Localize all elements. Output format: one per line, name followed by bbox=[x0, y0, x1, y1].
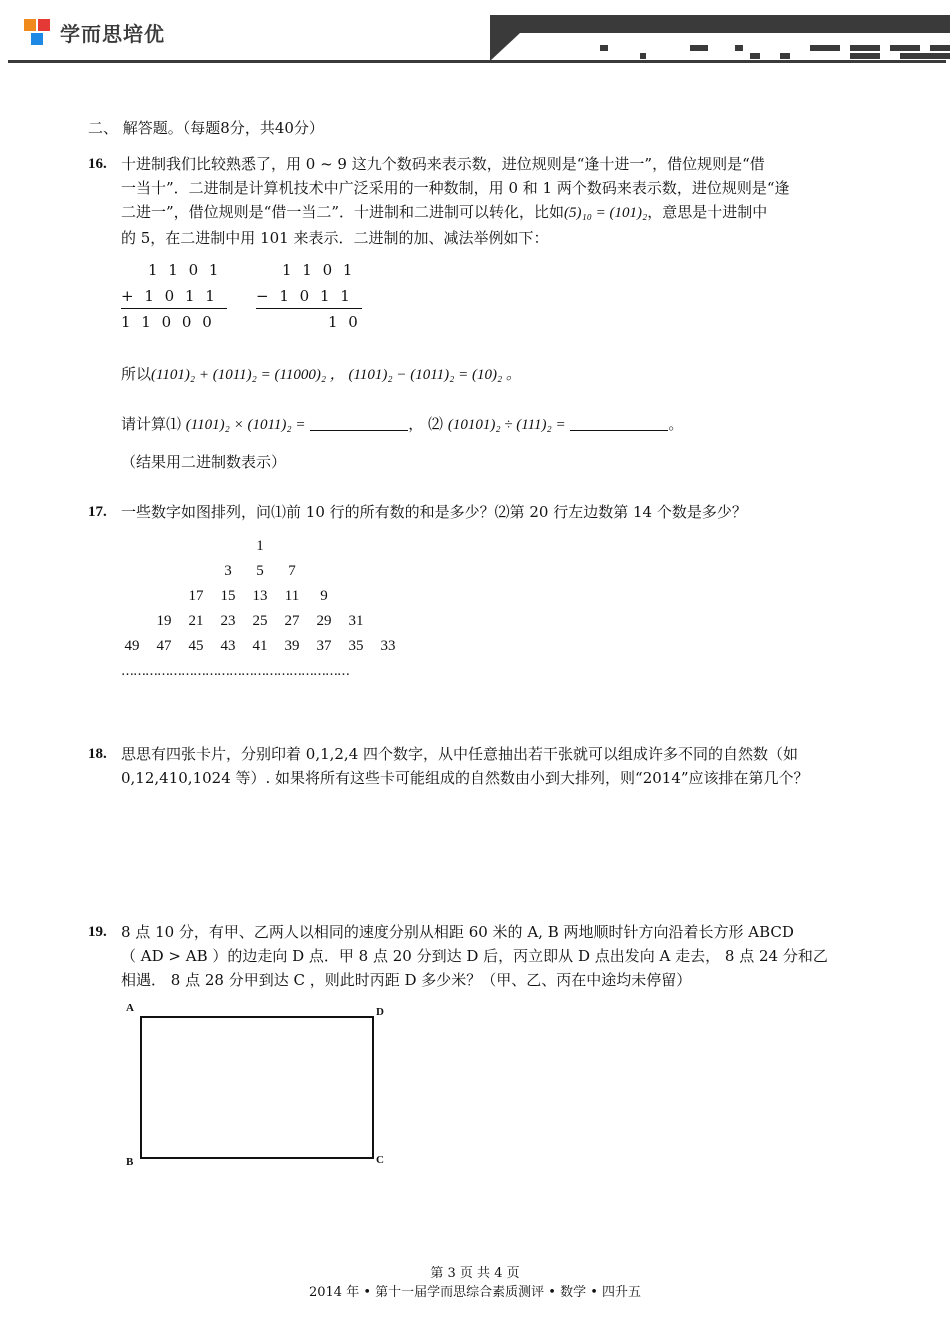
tri-cell: 5 bbox=[256, 563, 264, 579]
tri-cell: 15 bbox=[220, 588, 236, 604]
q16-line-3-pre: 二进一”，借位规则是“借一当二”．十进制和二进制可以转化，比如 bbox=[121, 203, 565, 221]
logo-icon bbox=[22, 15, 56, 49]
tri-cell: 45 bbox=[188, 638, 204, 654]
tri-cell: 23 bbox=[220, 613, 236, 629]
footer-title: 2014 年 • 第十一届学而思综合素质测评 • 数学 • 四升五 bbox=[308, 1285, 641, 1300]
q16-line-3-post: ，意思是十进制中 bbox=[647, 203, 768, 221]
add-rule bbox=[121, 308, 227, 309]
tri-cell: 7 bbox=[288, 563, 296, 579]
tri-cell: 19 bbox=[156, 613, 172, 629]
q17-text: 一些数字如图排列，问⑴前 10 行的所有数的和是多少？⑵第 20 行左边数第 14 个数是多少？ bbox=[121, 503, 747, 521]
tri-cell: 11 bbox=[284, 588, 300, 604]
tri-cell: 31 bbox=[348, 613, 364, 629]
tri-cell: 13 bbox=[252, 588, 268, 604]
q16-line-4: 的 5，在二进制中用 101 来表示．二进制的加、减法举例如下： bbox=[121, 229, 549, 247]
q19-line-3: 相遇． 8 点 28 分甲到达 C ，则此时丙距 D 多少米？（甲、乙、丙在中途均未停留） bbox=[121, 971, 692, 989]
tri-cell: 25 bbox=[252, 613, 268, 629]
q16-calc-1: (1101)₂ × (1011)₂ = bbox=[185, 417, 306, 433]
q16-calc bbox=[121, 412, 683, 437]
q16-note: （结果用二进制数表示） bbox=[121, 453, 287, 471]
q16-line-1: 十进制我们比较熟悉了，用 0 ~ 9 这九个数码来表示数，进位规则是“逢十进一”，借位规则是“借 bbox=[121, 155, 765, 173]
question-number-16: 16. bbox=[88, 156, 107, 172]
answer-blank-1[interactable] bbox=[310, 416, 408, 431]
tri-cell: 29 bbox=[316, 613, 332, 629]
sub-row-3: 1 0 bbox=[328, 313, 358, 331]
rectangle-abcd bbox=[140, 1016, 374, 1159]
tri-cell: 39 bbox=[284, 638, 300, 654]
answer-blank-2[interactable] bbox=[570, 416, 668, 431]
brand-name: 学而思培优 bbox=[60, 21, 165, 46]
tri-cell: 37 bbox=[316, 638, 332, 654]
triangle-continuation: ………………………………………………… bbox=[121, 664, 349, 679]
q16-calc-2: (10101)₂ ÷ (111)₂ = bbox=[447, 417, 566, 433]
tri-cell: 33 bbox=[380, 638, 396, 654]
q16-so-math: (1101)₂ + (1011)₂ = (11000)₂ ， (1101)₂ − (1011)₂ = (10)₂ 。 bbox=[151, 367, 521, 383]
q16-line-3 bbox=[121, 200, 767, 225]
tri-cell: 9 bbox=[320, 588, 328, 604]
question-number-19: 19. bbox=[88, 924, 107, 940]
vertex-label-b: B bbox=[126, 1156, 134, 1168]
q16-so bbox=[121, 362, 521, 387]
tri-cell: 21 bbox=[188, 613, 204, 629]
q19-line-2: （ AD > AB ）的边走向 D 点．甲 8 点 20 分到达 D 后，丙立即从 D 点出发向 A 走去， 8 点 24 分和乙 bbox=[121, 947, 828, 965]
question-number-17: 17. bbox=[88, 504, 107, 520]
q19-line-1: 8 点 10 分，有甲、乙两人以相同的速度分别从相距 60 米的 A, B 两地顺时针方向沿着长方形 ABCD bbox=[121, 923, 794, 941]
add-row-3: 1 1 0 0 0 bbox=[121, 313, 212, 331]
page-number: 第 3 页 共 4 页 bbox=[430, 1266, 520, 1281]
q16-line-2: 一当十”．二进制是计算机技术中广泛采用的一种数制，用 0 和 1 两个数码来表示数，进位规则是“逢 bbox=[121, 179, 790, 197]
tri-cell: 17 bbox=[188, 588, 204, 604]
vertex-label-d: D bbox=[376, 1006, 384, 1018]
q16-line-3-math: (5)₁₀ = (101)₂ bbox=[564, 205, 648, 221]
question-number-18: 18. bbox=[88, 746, 107, 762]
q16-so-label: 所以 bbox=[121, 365, 152, 383]
tri-cell: 35 bbox=[348, 638, 364, 654]
sub-rule bbox=[256, 308, 362, 309]
q16-calc-sep: ， ⑵ bbox=[408, 415, 444, 433]
tri-cell: 49 bbox=[124, 638, 140, 654]
header-rule bbox=[8, 60, 946, 63]
tri-cell: 3 bbox=[224, 563, 232, 579]
tri-cell: 47 bbox=[156, 638, 172, 654]
brand-logo bbox=[22, 12, 165, 52]
add-row-1: 1 1 0 1 bbox=[148, 261, 219, 279]
sub-row-2: − 1 0 1 1 bbox=[256, 287, 350, 305]
tri-cell: 27 bbox=[284, 613, 300, 629]
tri-cell: 41 bbox=[252, 638, 268, 654]
vertex-label-a: A bbox=[126, 1002, 134, 1014]
q16-calc-end: 。 bbox=[668, 415, 684, 433]
vertex-label-c: C bbox=[376, 1154, 384, 1166]
header-decoration bbox=[450, 15, 950, 61]
tri-cell: 1 bbox=[256, 538, 264, 554]
q18-line-1: 思思有四张卡片，分别印着 0,1,2,4 四个数字，从中任意抽出若干张就可以组成许多不同的自然数（如 bbox=[121, 745, 799, 763]
add-row-2: + 1 0 1 1 bbox=[121, 287, 215, 305]
sub-row-1: 1 1 0 1 bbox=[282, 261, 353, 279]
q16-calc-label: 请计算⑴ bbox=[121, 415, 182, 433]
q18-line-2: 0,12,410,1024 等）. 如果将所有这些卡可能组成的自然数由小到大排列，则“2014”应该排在第几个？ bbox=[121, 769, 809, 787]
section-title: 二、 解答题。（每题8分，共40分） bbox=[88, 119, 324, 137]
tri-cell: 43 bbox=[220, 638, 236, 654]
